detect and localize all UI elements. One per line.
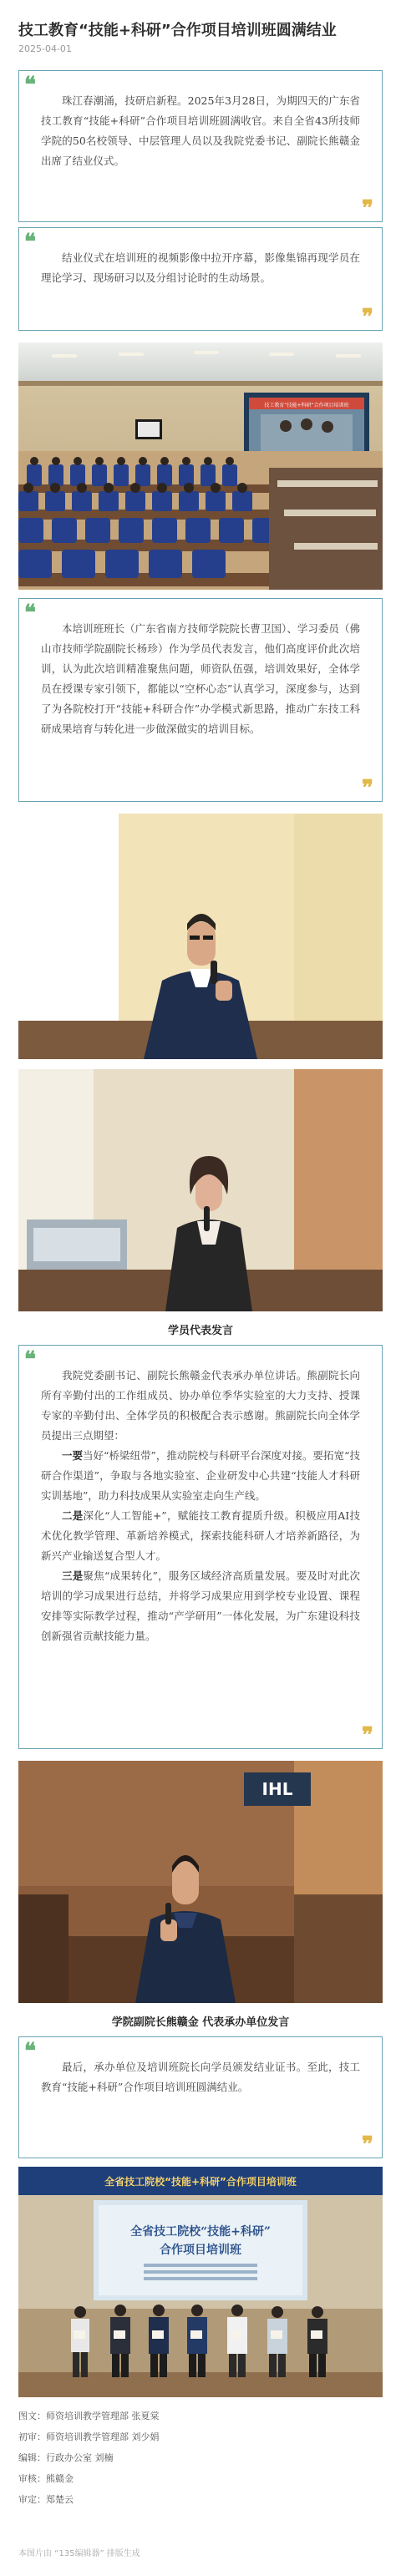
ceremony-paragraph-box: [18, 227, 383, 331]
credit-line: [18, 2447, 386, 2468]
expectation-two-label: 二是: [62, 1509, 84, 1522]
quote-open-icon: ❝: [24, 601, 36, 626]
credit-value: 行政办公室 刘楠: [46, 2452, 114, 2463]
article-date: 2025-04-01: [18, 43, 72, 54]
expectation-one-label: 一要: [62, 1449, 84, 1462]
vice-president-speech-wrap: [19, 1346, 382, 1666]
intro-paragraph: 珠江春潮涌，技研启新程。2025年3月28日，为期四天的广东省技工教育“技能+科研”合作项目培训班圆满收官。来自全省43所技师学院的50名校领导、中层管理人员以及我院党委书记、副院长熊赣金出席了结业仪式。: [41, 94, 360, 167]
credit-label: 审核：: [18, 2473, 46, 2484]
expectation-one-paragraph: [41, 1446, 360, 1506]
screen-title-line1: 全省技工院校“技能+科研”: [130, 2225, 271, 2239]
expectation-three-label: 三是: [62, 1569, 84, 1582]
expectation-one-text: 当好“桥梁纽带”，推动院校与科研平台深度对接。要拓宽“技研合作渠道”，争取与各地实验室、企业研发中心共建“技能人才科研实训基地”，助力科技成果从实验室走向生产线。: [41, 1449, 360, 1502]
credit-line: [18, 2426, 386, 2447]
group-top-banner-text: 全省技工院校“技能+科研”合作项目培训班: [104, 2176, 297, 2188]
credit-value: 师资培训教学管理部 张夏棠: [46, 2411, 160, 2421]
quote-open-icon: ❝: [24, 1347, 36, 1372]
quote-close-icon: ❞: [362, 2132, 373, 2158]
credit-label: 图文：: [18, 2411, 46, 2421]
closing-paragraph: 最后，承办单位及培训班院长向学员颁发结业证书。至此，技工教育“技能+科研”合作项目培训班圆满结业。: [41, 2061, 360, 2093]
editor-footer-note: 本图片由 “135编辑器” 排版生成: [18, 2549, 140, 2558]
intro-paragraph-wrap: [19, 71, 382, 191]
screen-title-line2: 合作项目培训班: [160, 2244, 241, 2257]
male-representative-photo: [18, 814, 383, 1059]
vice-president-speech-caption: 学院副院长熊赣金 代表承办单位发言: [111, 2016, 290, 2029]
expectation-two-text: 深化“人工智能+”，赋能技工教育提质升级。积极应用AI技术优化教学管理、革新培养模式，探索技能科研人才培养新路径，为新兴产业输送复合型人才。: [41, 1509, 360, 1562]
lecture-hall-photo: [18, 342, 383, 590]
credit-value: 郑楚云: [46, 2494, 74, 2505]
quote-open-icon: ❝: [24, 230, 36, 255]
quote-open-icon: ❝: [24, 73, 36, 98]
expectation-three-text: 聚焦“成果转化”，服务区域经济高质量发展。要及时对此次培训的学习成果进行总结，并将学习成果应用到学校专业设置、课程安排等实际教学过程，推动“产学研用”一体化发展，为广东建设科技创新强省贡献技能力量。: [41, 1569, 360, 1642]
quote-close-icon: ❞: [362, 305, 373, 330]
female-representative-photo: [18, 1069, 383, 1311]
expectation-two-paragraph: [41, 1506, 360, 1566]
quote-close-icon: ❞: [362, 776, 373, 801]
quote-close-icon: ❞: [362, 196, 373, 221]
credit-label: 初审：: [18, 2431, 46, 2442]
ceremony-paragraph: 结业仪式在培训班的视频影像中拉开序幕，影像集锦再现学员在理论学习、现场研习以及分组讨论时的生动场景。: [41, 251, 360, 284]
credit-line: [18, 2489, 386, 2510]
background-logo-text: IHL: [261, 1779, 293, 1799]
representatives-paragraph-box: [18, 598, 383, 802]
credit-line: [18, 2468, 386, 2489]
speech-intro-paragraph: 我院党委副书记、副院长熊赣金代表承办单位讲话。熊副院长向所有辛勤付出的工作组成员、协办单位季华实验室的大力支持、授课专家的辛勤付出、全体学员的积极配合表示感谢。熊副院长向全体学员提出三点期望：: [41, 1369, 360, 1442]
group-photo: [18, 2167, 383, 2397]
credit-value: 熊赣金: [46, 2473, 74, 2484]
vice-president-speech-box: [18, 1345, 383, 1749]
credit-label: 审定：: [18, 2494, 46, 2505]
quote-open-icon: ❝: [24, 2039, 36, 2064]
credit-value: 师资培训教学管理部 刘少娟: [46, 2431, 160, 2442]
expectation-three-paragraph: [41, 1566, 360, 1646]
credits-block: [18, 2406, 386, 2510]
student-speech-caption: 学员代表发言: [167, 1325, 233, 1337]
closing-paragraph-wrap: [19, 2037, 382, 2117]
ceremony-paragraph-wrap: [19, 228, 382, 308]
credit-line: [18, 2406, 386, 2426]
intro-paragraph-box: [18, 70, 383, 222]
article-title: 技工教育“技能+科研”合作项目培训班圆满结业: [18, 22, 337, 39]
vice-president-photo: [18, 1761, 383, 2003]
representatives-paragraph-wrap: [19, 599, 382, 759]
closing-paragraph-box: [18, 2036, 383, 2158]
quote-close-icon: ❞: [362, 1723, 373, 1748]
credit-label: 编辑：: [18, 2452, 46, 2463]
representatives-paragraph: 本培训班班长（广东省南方技师学院院长曹卫国）、学习委员（佛山市技师学院副院长杨珍）作为学员代表发言，他们高度评价此次培训，认为此次培训精准聚焦问题，师资队伍强，培训效果好，全体学员在授课专家引领下，都能以“空杯心态”认真学习，深度参与，达到了为各院校打开“技能+科研合作”办学模式新思路，推动广东技工科研成果培育与转化进一步做深做实的培训目标。: [41, 622, 360, 735]
hall-banner-text: 技工教育“技能+科研”合作项目培训班: [264, 403, 349, 408]
